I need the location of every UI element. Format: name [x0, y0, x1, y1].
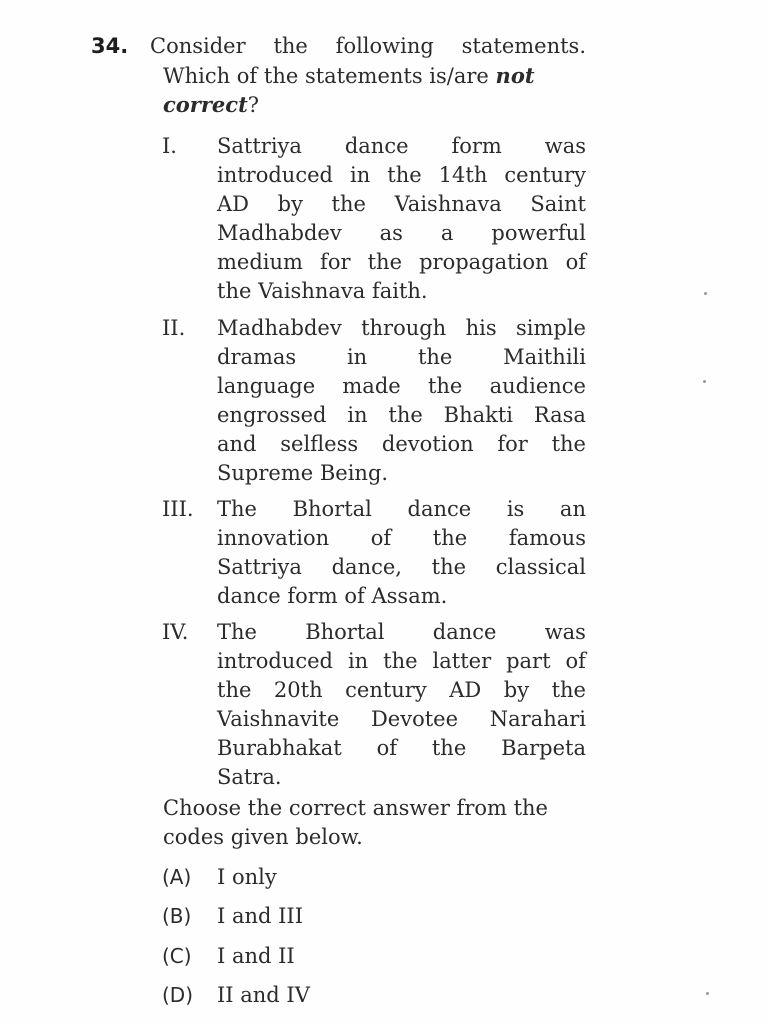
statement-line: introduced in the latter part of — [217, 649, 586, 673]
question-intro-line-2 — [163, 61, 535, 91]
statement-line: Burabhakat of the Barpeta — [217, 736, 586, 760]
instruction-line-2: codes given below. — [163, 825, 363, 849]
statement-line: introduced in the 14th century — [217, 163, 586, 187]
statement-4 — [217, 618, 586, 792]
option-a-text[interactable]: I only — [217, 865, 277, 889]
scan-speck — [704, 292, 707, 295]
option-d-letter[interactable]: (D) — [162, 983, 194, 1007]
statement-line: medium for the propagation of — [217, 250, 586, 274]
statement-line: Satra. — [217, 765, 282, 789]
statement-numeral-4: IV. — [162, 620, 189, 644]
question-mark: ? — [247, 93, 260, 117]
statement-numeral-1: I. — [162, 134, 177, 158]
option-d-text[interactable]: II and IV — [217, 983, 310, 1007]
option-b-letter[interactable]: (B) — [162, 904, 192, 928]
statement-line: The Bhortal dance was — [217, 620, 586, 644]
question-intro-text-1: Consider the following statements. — [150, 34, 586, 58]
option-c-letter[interactable]: (C) — [162, 944, 192, 968]
question-intro-text-2: Which of the statements is/are — [163, 64, 496, 88]
question-not-emphasis: not — [495, 63, 535, 88]
statement-line: The Bhortal dance is an — [217, 497, 586, 521]
instruction-line-1: Choose the correct answer from the — [163, 796, 548, 820]
statement-1 — [217, 132, 586, 306]
statement-line: innovation of the famous — [217, 526, 586, 550]
question-intro-line-1 — [150, 32, 586, 61]
statement-line: the 20th century AD by the — [217, 678, 586, 702]
option-a-letter[interactable]: (A) — [162, 865, 192, 889]
statement-line: dramas in the Maithili — [217, 345, 586, 369]
option-b-text[interactable]: I and III — [217, 904, 304, 928]
statement-2 — [217, 314, 586, 488]
statement-line: Sattriya dance, the classical — [217, 555, 586, 579]
statement-line: AD by the Vaishnava Saint — [217, 192, 586, 216]
statement-line: Supreme Being. — [217, 461, 389, 485]
question-correct-emphasis: correct — [163, 92, 248, 117]
question-number: 34. — [91, 34, 129, 58]
option-c-text[interactable]: I and II — [217, 944, 295, 968]
statement-numeral-2: II. — [162, 316, 186, 340]
statement-line: language made the audience — [217, 374, 586, 398]
statement-line: Madhabdev as a powerful — [217, 221, 586, 245]
scan-speck — [703, 380, 706, 383]
statement-line: the Vaishnava faith. — [217, 279, 428, 303]
statement-line: and selfless devotion for the — [217, 432, 586, 456]
question-intro-line-3 — [163, 90, 259, 120]
statement-line: engrossed in the Bhakti Rasa — [217, 403, 586, 427]
statement-line: dance form of Assam. — [217, 584, 448, 608]
statement-3 — [217, 495, 586, 611]
scan-speck — [706, 992, 709, 995]
statement-numeral-3: III. — [162, 497, 194, 521]
statement-line: Madhabdev through his simple — [217, 316, 586, 340]
statement-line: Sattriya dance form was — [217, 134, 586, 158]
statement-line: Vaishnavite Devotee Narahari — [217, 707, 586, 731]
